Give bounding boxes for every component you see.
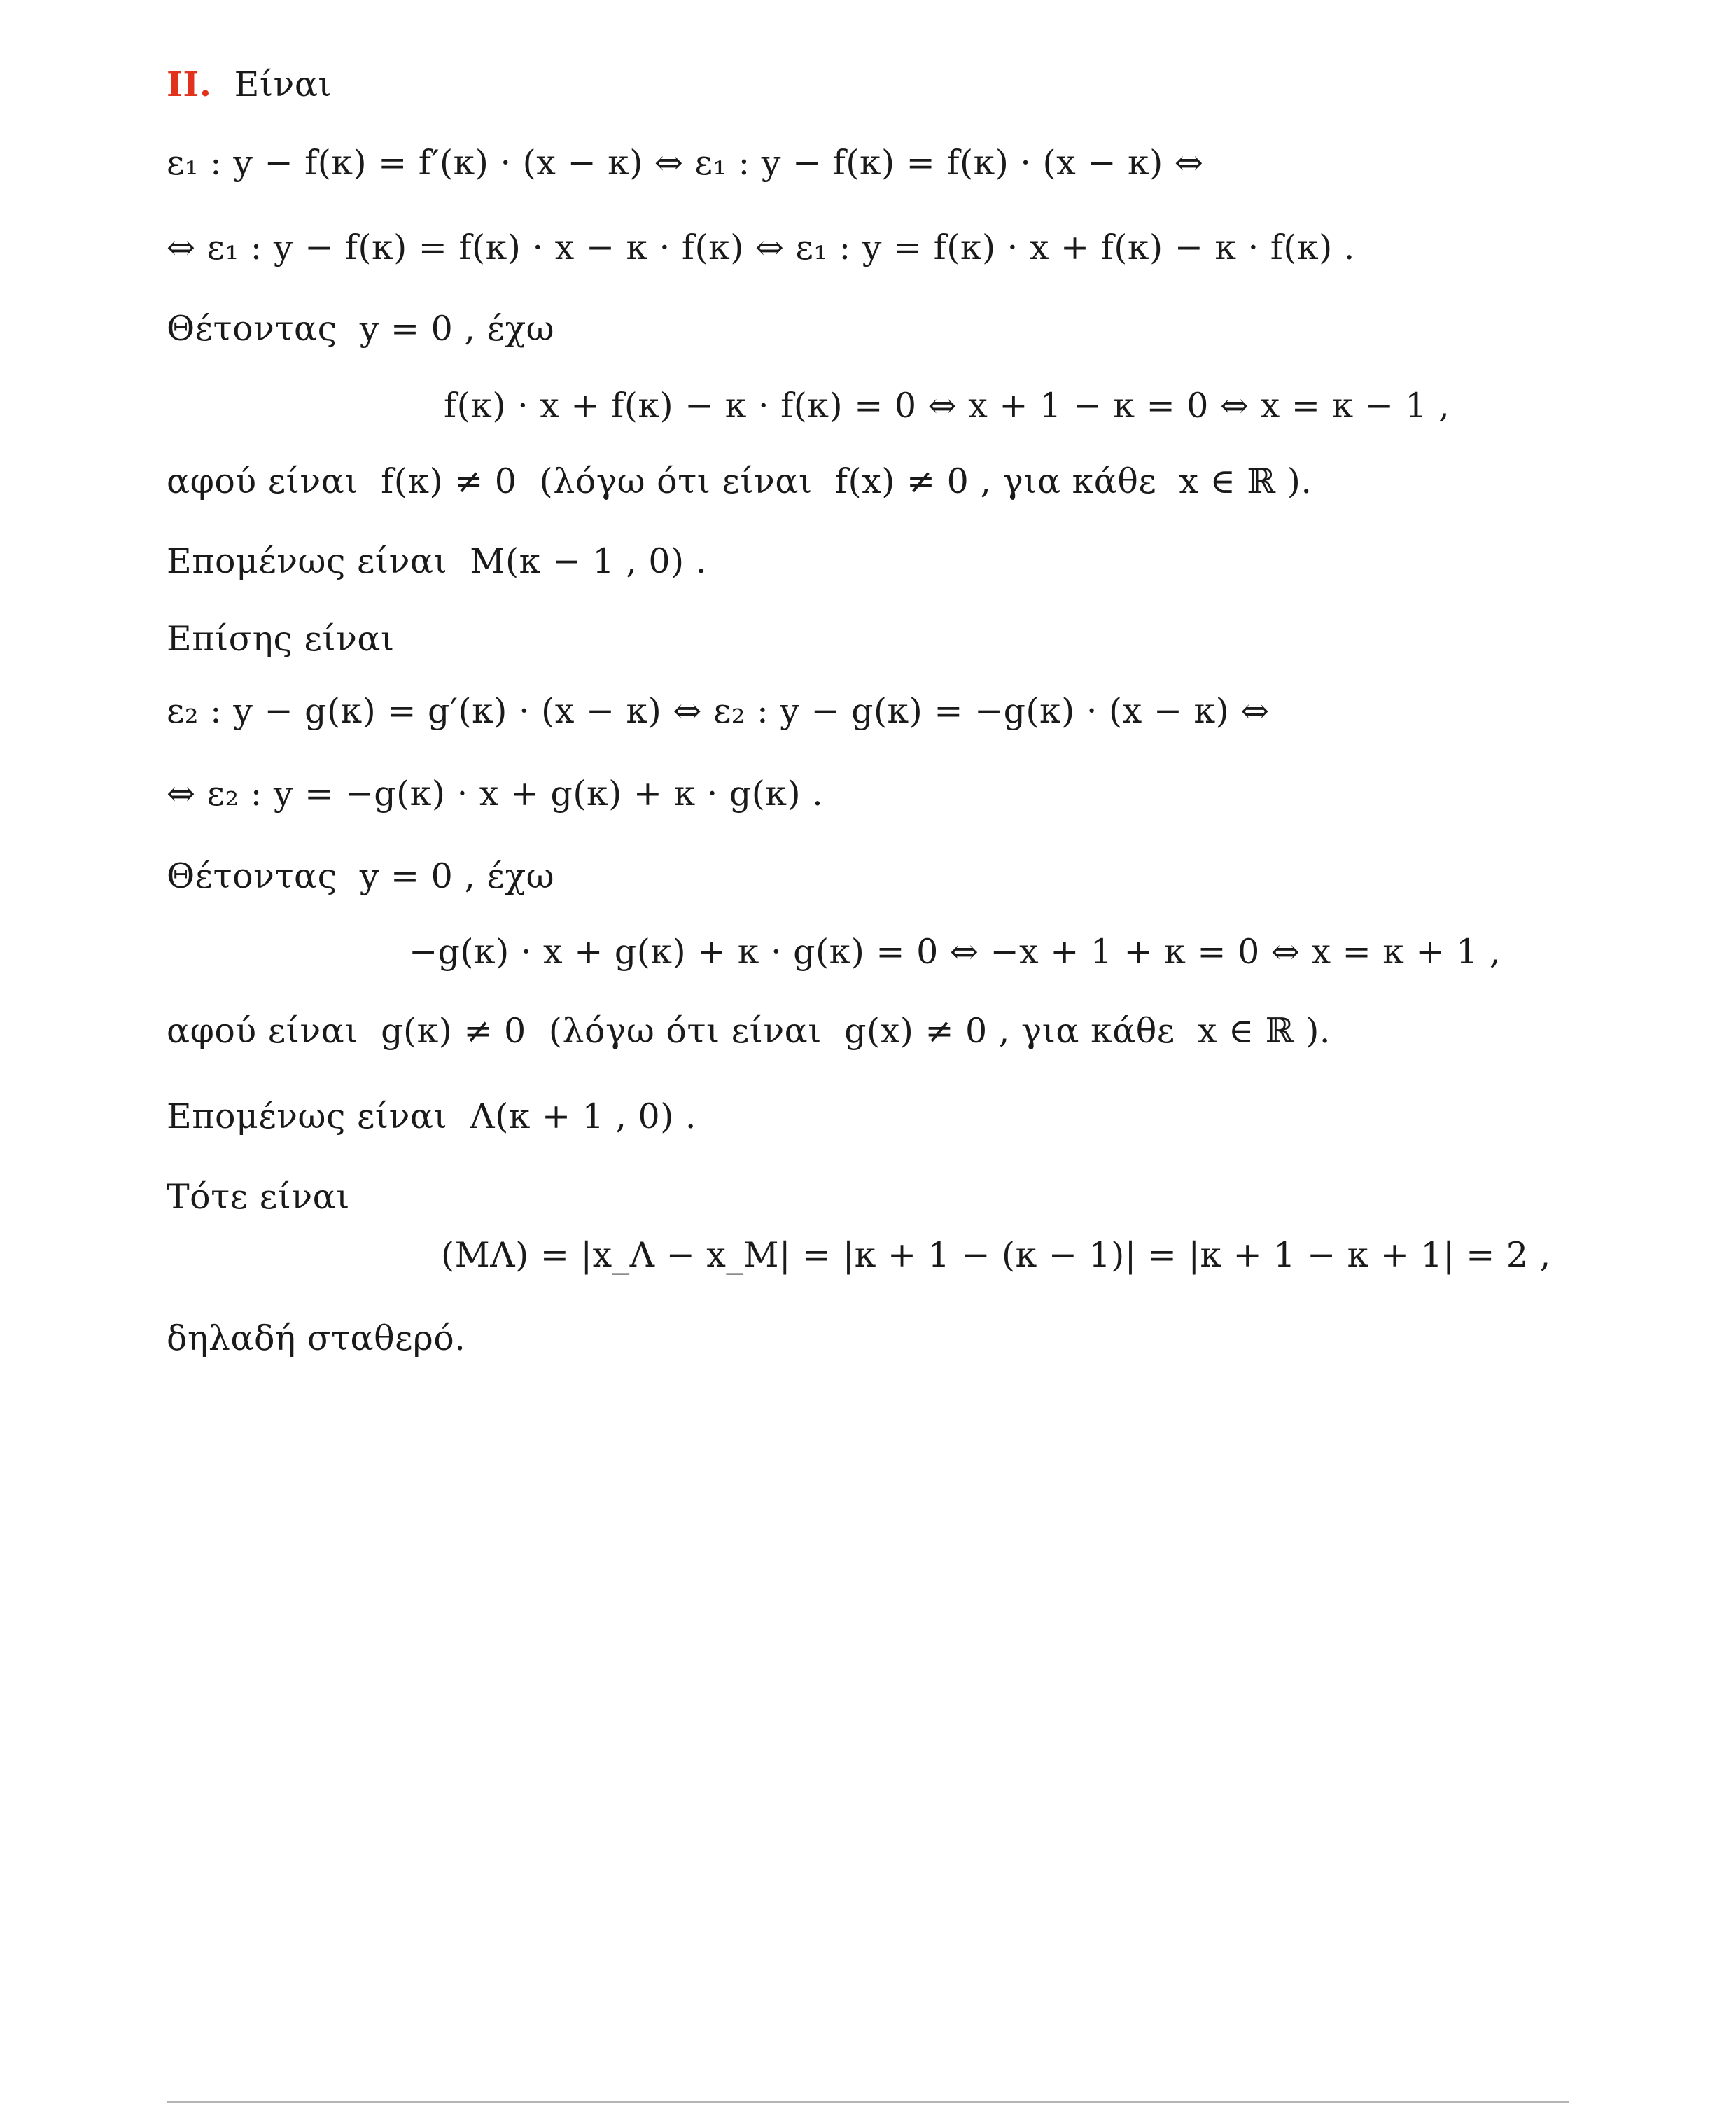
equation-line-2: ⇔ ε₁ : y − f(κ) = f(κ) · x − κ · f(κ) ⇔ ε₁ : y = f(κ) · x + f(κ) − κ · f(κ) . — [167, 228, 1355, 267]
equation-line-distance: (ΜΛ) = |x_Λ − x_M| = |κ + 1 − (κ − 1)| = |κ + 1 − κ + 1| = 2 , — [441, 1235, 1551, 1275]
text-line-point-lambda: Επομένως είναι Λ(κ + 1 , 0) . — [167, 1096, 696, 1136]
text-line-condition-g: αφού είναι g(κ) ≠ 0 (λόγω ότι είναι g(x) ≠ 0 , για κάθε x ∈ ℝ ). — [167, 1011, 1331, 1051]
section-heading-word: Είναι — [234, 64, 332, 104]
equation-line-solve-x-2: −g(κ) · x + g(κ) + κ · g(κ) = 0 ⇔ −x + 1 + κ = 0 ⇔ x = κ + 1 , — [409, 932, 1501, 972]
footer-rule — [167, 2101, 1569, 2103]
text-line-then: Τότε είναι — [167, 1177, 350, 1217]
section-number: II. — [167, 64, 212, 104]
equation-line-3: ε₂ : y − g(κ) = g′(κ) · (x − κ) ⇔ ε₂ : y − g(κ) = −g(κ) · (x − κ) ⇔ — [167, 691, 1270, 731]
equation-line-4: ⇔ ε₂ : y = −g(κ) · x + g(κ) + κ · g(κ) . — [167, 774, 824, 814]
text-line-condition-f: αφού είναι f(κ) ≠ 0 (λόγω ότι είναι f(x) ≠ 0 , για κάθε x ∈ ℝ ). — [167, 461, 1312, 501]
text-line-also: Επίσης είναι — [167, 619, 395, 659]
text-line-constant: δηλαδή σταθερό. — [167, 1318, 466, 1358]
section-heading — [167, 63, 332, 106]
equation-line-1: ε₁ : y − f(κ) = f′(κ) · (x − κ) ⇔ ε₁ : y − f(κ) = f(κ) · (x − κ) ⇔ — [167, 143, 1204, 183]
text-line-point-m: Επομένως είναι M(κ − 1 , 0) . — [167, 541, 707, 581]
text-line-setting-y: Θέτοντας y = 0 , έχω — [167, 309, 555, 349]
text-line-setting-y-2: Θέτοντας y = 0 , έχω — [167, 856, 555, 896]
equation-line-solve-x-1: f(κ) · x + f(κ) − κ · f(κ) = 0 ⇔ x + 1 − κ = 0 ⇔ x = κ − 1 , — [444, 386, 1450, 426]
